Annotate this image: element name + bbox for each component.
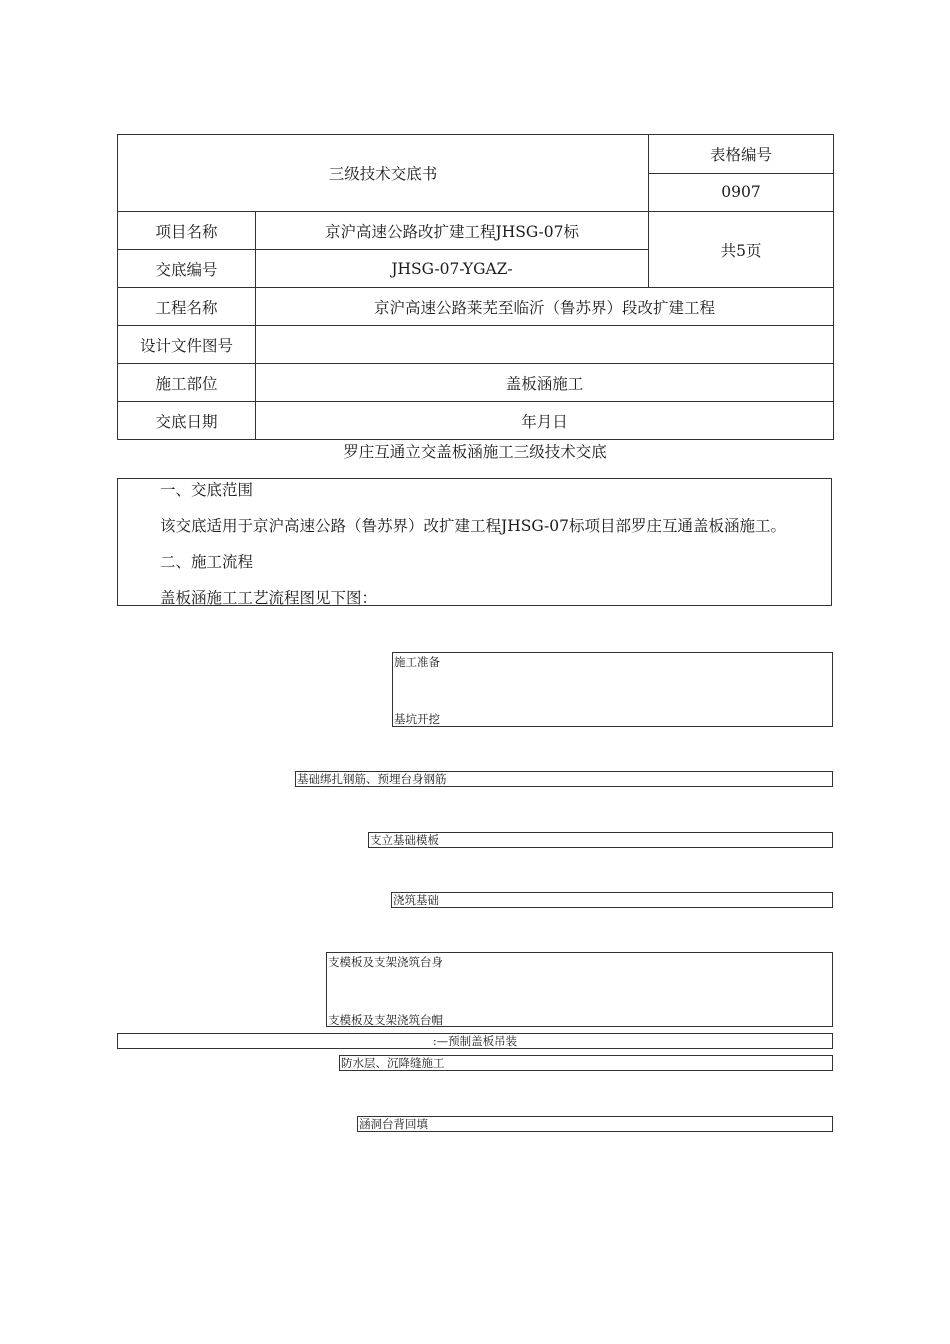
design-drawing-label: 设计文件图号 [118,326,256,364]
process-intro: 盖板涵施工工艺流程图见下图： [160,589,378,607]
handover-date-value: 年月日 [256,402,834,440]
engineering-name-value: 京沪高速公路莱芜至临沂（鲁苏界）段改扩建工程 [256,288,834,326]
project-name-value: 京沪高速公路改扩建工程JHSG-07标 [256,212,649,250]
construction-part-value: 盖板涵施工 [256,364,834,402]
flow-step-slab-lifting-label: :—预制盖板吊装 [432,1034,518,1048]
flow-step-abutment-cap [326,952,833,1027]
flow-step-pour-foundation-label: 浇筑基础 [393,893,439,907]
flow-step-excavation: 基坑开挖 [394,712,440,726]
flow-step-cap: 支模板及支架浇筑台帽 [328,1013,443,1027]
scope-heading: 一、交底范围 [160,481,254,499]
document-title: 罗庄互通立交盖板涵施工三级技术交底 [343,443,607,461]
flow-step-prep-excavation [392,652,833,727]
process-heading: 二、施工流程 [160,553,254,571]
scope-text: 该交底适用于京沪高速公路（鲁苏界）改扩建工程JHSG-07标项目部罗庄互通盖板涵施工。 [160,517,786,535]
form-no-value: 0907 [649,173,834,212]
handover-date-label: 交底日期 [118,402,256,440]
handover-no-label: 交底编号 [118,250,256,288]
design-drawing-value [256,326,834,364]
flow-step-formwork-label: 支立基础模板 [370,833,439,847]
flow-step-waterproof [339,1055,833,1071]
engineering-name-label: 工程名称 [118,288,256,326]
flow-step-rebar [295,771,833,787]
handover-no-value: JHSG-07-YGAZ- [256,250,649,288]
flow-step-pour-foundation [391,892,833,908]
flow-step-slab-lifting [117,1033,833,1049]
form-title: 三级技术交底书 [118,135,649,212]
construction-part-label: 施工部位 [118,364,256,402]
page-count: 共5页 [649,212,834,288]
flow-step-rebar-label: 基础绑扎钢筋、预埋台身钢筋 [297,772,447,786]
project-name-label: 项目名称 [118,212,256,250]
flow-step-formwork [368,832,833,848]
flow-step-backfill-label: 涵洞台背回填 [359,1117,428,1131]
form-no-label: 表格编号 [649,135,834,174]
flow-step-prep: 施工准备 [394,655,440,669]
flow-step-abutment: 支模板及支架浇筑台身 [328,955,443,969]
header-table [117,134,834,440]
flow-step-waterproof-label: 防水层、沉降缝施工 [341,1056,445,1070]
flow-step-backfill [357,1116,833,1132]
